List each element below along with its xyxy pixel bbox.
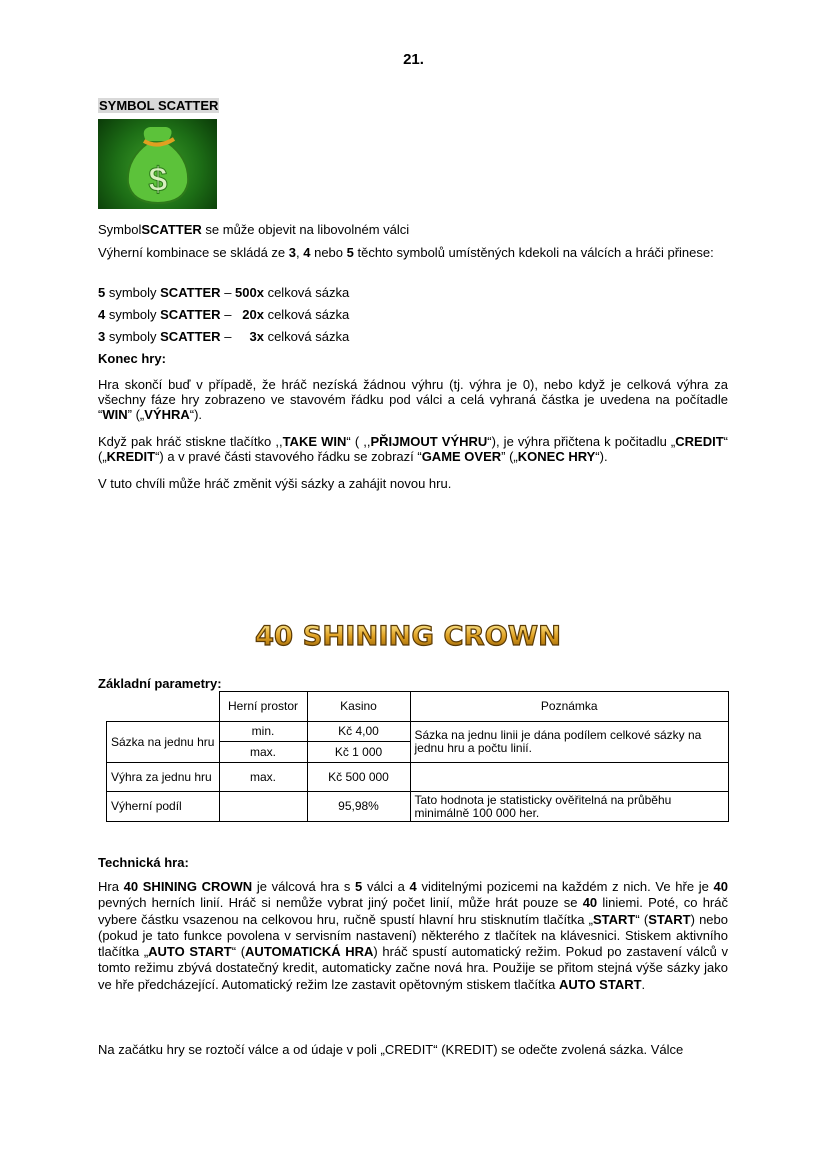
bet-min-value: Kč 4,00: [307, 722, 410, 742]
end-game-paragraph-3: [98, 476, 728, 491]
text: je válcová hra s: [252, 879, 356, 894]
text: “) a v pravé části stavového řádku se zobrazí “: [155, 449, 422, 464]
bold-text: PŘIJMOUT VÝHRU: [370, 434, 488, 449]
bold-text: 5: [346, 245, 354, 260]
bold-text: CREDIT: [675, 434, 724, 449]
bet-max-label: max.: [219, 742, 307, 763]
text: ” („: [501, 449, 518, 464]
bold-text: TAKE WIN: [282, 434, 347, 449]
rtp-value: 95,98%: [307, 792, 410, 822]
text: se může objevit na libovolném válci: [201, 222, 410, 237]
section-heading-parametry: Základní parametry:: [98, 676, 222, 691]
bold-text: 4: [409, 879, 417, 894]
text: Když pak hráč stiskne tlačítko ,,: [98, 434, 283, 449]
end-game-paragraph-2: [98, 434, 728, 464]
text: ) hráč spustí automatický režim. Pokud po zastavení válců v tomto režimu zbývá dostatečný kredit, automaticky začne nová hra. Použije se přitom stejná výše sázky jako ve hře předcházející. Automatický režim lze zastavit opětovným stiskem tlačítka: [98, 944, 728, 992]
text: ” („: [127, 407, 145, 422]
text: ,: [296, 245, 304, 260]
text: “ (: [231, 944, 246, 960]
text: Hra skončí buď v případě, že hráč nezíská žádnou výhru (tj. výhra je 0), nebo když je celková výhra za všechny fáze hry zobrazeno ve stavovém řádku pod válci a celá vyhraná částka je uvedena na počítadle “: [98, 377, 728, 422]
rtp-note: Tato hodnota je statisticky ověřitelná na průběhu minimálně 100 000 her.: [410, 792, 729, 822]
text: V tuto chvíli může hráč změnit výši sázky a zahájit novou hru.: [98, 476, 452, 491]
bold-text: 4: [303, 245, 311, 260]
scatter-combination-text: [98, 245, 728, 260]
text: Výherní kombinace se skládá ze: [98, 245, 289, 260]
text: “ ( ,,: [346, 434, 371, 449]
scatter-intro: [98, 222, 728, 237]
bold-text: 40 SHINING CROWN: [123, 879, 253, 894]
scatter-payout-3: [98, 329, 728, 344]
bold-text: 40: [582, 895, 598, 911]
header-kasino: Kasino: [307, 692, 410, 722]
bold-text: AUTO START: [558, 976, 642, 992]
bold-text: AUTO START: [148, 944, 232, 960]
bold-text: 40: [713, 879, 728, 894]
text: těchto symbolů umístěných kdekoli na válcích a hráči přinese:: [353, 245, 714, 260]
section-heading-konec-hry: Konec hry:: [98, 351, 166, 366]
text: symboly: [105, 285, 161, 300]
text: ) nebo (pokud je tato funkce povolena v servisním nastavení) některého z tlačítek na klávesnici. Stiskem aktivního tlačítka „: [98, 911, 728, 960]
rtp-label: Výherní podíl: [107, 792, 220, 822]
game-logo: [252, 618, 564, 652]
bet-label: Sázka na jednu hru: [107, 722, 220, 763]
text: .: [641, 976, 646, 992]
tech-paragraph-2: [98, 1042, 728, 1057]
bold-text: KONEC HRY: [517, 449, 596, 464]
bet-min-label: min.: [219, 722, 307, 742]
text: Na začátku hry se roztočí válce a od údaje v poli „CREDIT“ (KREDIT) se odečte zvolená sázka. Válce: [98, 1042, 684, 1057]
bold-text: GAME OVER: [421, 449, 502, 464]
bold-text: 3: [288, 245, 297, 260]
bold-text: START: [593, 911, 636, 927]
bold-text: AUTOMATICKÁ HRA: [245, 944, 374, 960]
win-max-label: max.: [219, 763, 307, 792]
text: viditelnými pozicemi na každém z nich. Ve hře je: [416, 879, 714, 894]
bold-text: SCATTER: [160, 285, 221, 300]
text: celková sázka: [263, 285, 350, 300]
win-label: Výhra za jednu hru: [107, 763, 220, 792]
bold-text: START: [648, 911, 691, 927]
text: nebo: [310, 245, 347, 260]
text: “).: [189, 407, 203, 422]
bold-text: SCATTER: [160, 307, 221, 322]
bold-text: 20x: [242, 307, 264, 322]
text: –: [220, 329, 250, 344]
text: celková sázka: [263, 307, 350, 322]
bold-text: SCATTER: [160, 329, 221, 344]
page-number: 21.: [403, 51, 424, 68]
game-logo-image: [252, 618, 564, 652]
text: symboly: [105, 329, 161, 344]
bold-text: 5: [355, 879, 363, 894]
text: pevných herních linií. Hráč si nemůže vybrat jiný počet linií, může hrát pouze se: [98, 895, 583, 911]
money-bag-scatter-image: [98, 119, 217, 209]
bold-text: 5: [98, 285, 106, 300]
bold-text: 4: [98, 307, 106, 322]
text: “), je výhra přičtena k počitadlu „: [487, 434, 676, 449]
parameters-table: [106, 691, 729, 822]
scatter-payout-5: [98, 285, 728, 300]
table-row: [107, 763, 729, 792]
table-header-row: [107, 692, 729, 722]
text: celková sázka: [263, 329, 350, 344]
text: Hra: [98, 879, 124, 894]
bold-text: KREDIT: [106, 449, 156, 464]
scatter-payout-4: [98, 307, 728, 322]
bold-text: SCATTER: [141, 222, 202, 237]
header-herni-prostor: Herní prostor: [219, 692, 307, 722]
text: liniemi. Poté, co hráč vybere částku vsazenou na celkovou hru, ručně spustí hlavní hru stisknutím tlačítka „: [98, 895, 728, 927]
tech-paragraph-1: [98, 879, 728, 993]
text: –: [220, 307, 243, 322]
text: “ (: [635, 911, 649, 927]
bold-text: 500x: [235, 285, 264, 300]
svg-text:$: $: [148, 161, 168, 199]
bold-text: WIN: [102, 407, 128, 422]
text: “ („: [98, 434, 728, 464]
section-heading-symbol-scatter: SYMBOL SCATTER: [99, 98, 219, 113]
text: –: [220, 285, 236, 300]
table-row: [107, 792, 729, 822]
bold-text: 3x: [249, 329, 264, 344]
text: symboly: [105, 307, 161, 322]
table-row: [107, 722, 729, 742]
text: Symbol: [98, 222, 142, 237]
money-bag-icon: [98, 119, 217, 209]
bet-max-value: Kč 1 000: [307, 742, 410, 763]
bold-text: 3: [98, 329, 106, 344]
end-game-paragraph-1: [98, 377, 728, 422]
section-heading-technicka-hra: Technická hra:: [98, 855, 189, 870]
text: “).: [595, 449, 608, 464]
logo-text: 40 SHINING CROWN: [255, 621, 561, 652]
bet-note: Sázka na jednu linii je dána podílem celkové sázky na jednu hru a počtu linií.: [410, 722, 729, 763]
text: válci a: [362, 879, 410, 894]
header-poznamka: Poznámka: [410, 692, 729, 722]
win-max-value: Kč 500 000: [307, 763, 410, 792]
bold-text: VÝHRA: [144, 407, 190, 422]
